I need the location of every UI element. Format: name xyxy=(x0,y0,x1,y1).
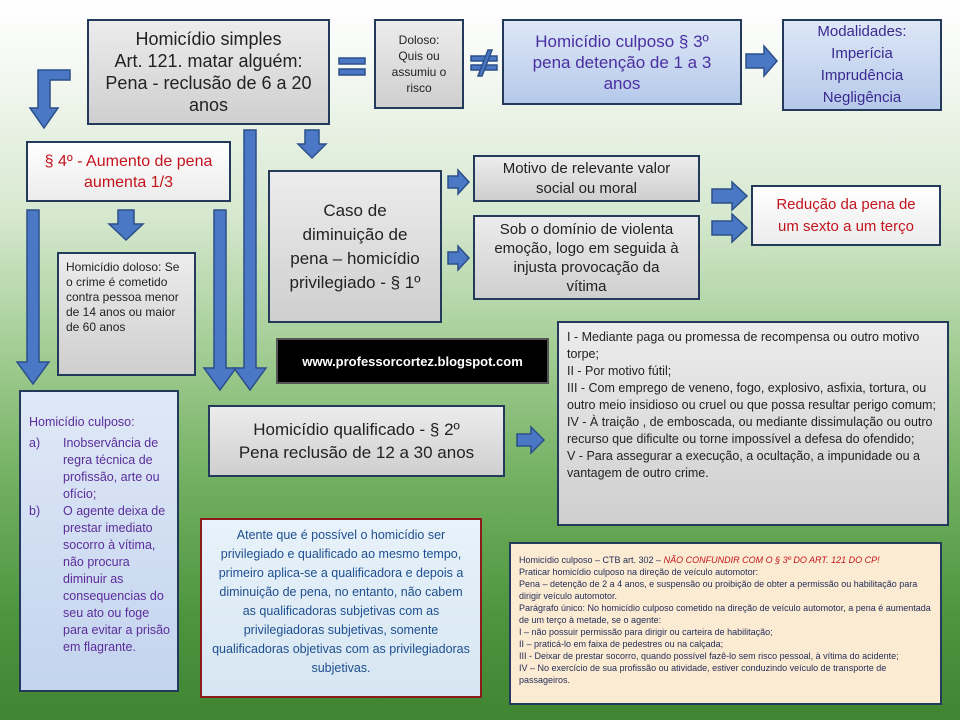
ctb-paragraph: I – não possuir permissão para dirigir ou carteira de habilitação; xyxy=(519,627,773,637)
text-line: Caso de xyxy=(323,200,387,220)
text-line: risco xyxy=(406,81,432,95)
text-line: Pena - reclusão de 6 a 20 xyxy=(105,73,312,93)
text-line: Homicídio qualificado - § 2º xyxy=(253,420,460,439)
text-line: anos xyxy=(603,73,641,93)
homicidio-qualificado-box xyxy=(208,405,505,477)
ctb-paragraph: III - Deixar de prestar socorro, quando possível fazê-lo sem risco pessoal, à vítima do acidente; xyxy=(519,651,899,661)
homicidio-doloso-text: Homicídio doloso: Se o crime é cometido contra pessoa menor de 14 anos ou maior de 60 anos xyxy=(66,260,180,334)
list-item: III - Com emprego de veneno, fogo, explosivo, asfixia, tortura, ou outro meio insidioso ou cruel ou que possa resultar perigo comum; xyxy=(567,381,936,412)
list-item xyxy=(29,503,171,656)
ctb-art-302-box xyxy=(509,542,942,705)
modalidades-box xyxy=(782,19,942,111)
text-line: privilegiado - § 1º xyxy=(289,272,421,292)
atente-text: Atente que é possível o homicídio ser privilegiado e qualificado ao mesmo tempo, primeiro aplica-se a qualificadora e depois a diminuição de pena, no entanto, não cabem as qualificadoras subjetivas com as privilegiadoras subjetivas, somente qualificadoras objetivas com as privilegiadoras subjetivas. xyxy=(212,528,470,675)
text-line: pena – homicídio xyxy=(290,248,420,268)
motivo-relevante-box xyxy=(473,155,700,202)
ctb-paragraph: II – praticá-lo em faixa de pedestres ou na calçada; xyxy=(519,639,724,649)
violenta-emocao-box xyxy=(473,215,700,300)
list-item: IV - À traição , de emboscada, ou mediante dissimulação ou outro recurso que dificulte ou torne impossível a defesa do ofendido; xyxy=(567,415,933,446)
ctb-paragraph: Pena – detenção de 2 a 4 anos, e suspensão ou proibição de obter a permissão ou habilitação para dirigir veículo automotor. xyxy=(519,579,918,601)
aumento-de-pena-box xyxy=(26,141,231,202)
blog-url-box xyxy=(276,338,549,384)
text-line: § 4º - Aumento de pena xyxy=(44,152,213,170)
homicidio-culposo-box xyxy=(19,390,179,692)
homicidio-simples-box xyxy=(87,19,330,125)
text-line: Redução da pena de xyxy=(776,195,916,213)
list-item-text: O agente deixa de prestar imediato socorro à vítima, não procura diminuir as consequencias do seu ato ou foge para evitar a prisão em flagrante. xyxy=(63,504,171,654)
text-line: Sob o domínio de violenta xyxy=(499,220,674,238)
not-equals-icon xyxy=(470,48,500,78)
long-arrow-down-icon xyxy=(232,130,268,392)
arrow-right-icon xyxy=(712,182,748,210)
equals-icon xyxy=(338,55,368,79)
text-line: Homicídio simples xyxy=(135,29,282,49)
list-item: I - Mediante paga ou promessa de recompensa ou outro motivo torpe; xyxy=(567,330,920,361)
doloso-box xyxy=(374,19,464,109)
text-line: Imprudência xyxy=(820,67,904,84)
qualificadoras-list-box xyxy=(557,321,949,526)
text-line: Modalidades: xyxy=(817,23,907,40)
elbow-arrow-icon xyxy=(28,68,72,130)
text-line: Doloso: xyxy=(398,33,440,47)
text-line: assumiu o xyxy=(391,65,447,79)
homicidio-doloso-box xyxy=(57,252,196,376)
ctb-paragraph: Parágrafo único: No homicídio culposo cometido na direção de veículo automotor, a pena é aumentada de um terço à metade, se o agente: xyxy=(519,603,931,625)
ctb-heading-text: Homicídio culposo – CTB art. 302 – xyxy=(519,555,662,565)
arrow-down-icon xyxy=(108,210,144,242)
arrow-right-icon xyxy=(517,427,545,453)
arrow-down-icon xyxy=(297,130,327,160)
text-line: Art. 121. matar alguém: xyxy=(114,51,303,71)
long-arrow-down-icon xyxy=(15,210,51,386)
text-line: injusta provocação da xyxy=(513,258,660,276)
text-line: anos xyxy=(188,95,229,115)
list-item-text: Inobservância de regra técnica de profissão, arte ou ofício; xyxy=(63,436,160,501)
list-item xyxy=(29,435,171,503)
text-line: Motivo de relevante valor xyxy=(502,159,671,177)
text-line: vítima xyxy=(566,277,607,295)
text-line: social ou moral xyxy=(536,179,637,197)
homicidio-culposo-3-box xyxy=(502,19,742,105)
arrow-right-icon xyxy=(448,170,470,194)
text-line: emoção, logo em seguida à xyxy=(494,239,679,257)
text-line: Quis ou xyxy=(398,49,440,63)
text-line: um sexto a um terço xyxy=(778,217,914,235)
text-line: Negligência xyxy=(822,89,902,106)
text-line: Imperícia xyxy=(831,45,893,62)
ctb-paragraph: Praticar homicídio culposo na direção de veículo automotor: xyxy=(519,567,759,577)
atente-note-box xyxy=(200,518,482,698)
text-line: Pena reclusão de 12 a 30 anos xyxy=(238,443,475,462)
caso-diminuicao-box xyxy=(268,170,442,323)
ctb-paragraph: IV – No exercício de sua profissão ou atividade, estiver conduzindo veículo de transporte de passageiros. xyxy=(519,663,887,685)
list-item: V - Para assegurar a execução, a ocultação, a impunidade ou a vantagem de outro crime. xyxy=(567,449,920,480)
arrow-right-icon xyxy=(448,246,470,270)
ctb-heading xyxy=(519,554,934,566)
text-line: aumenta 1/3 xyxy=(84,173,173,191)
list-item-key: a) xyxy=(29,436,41,450)
arrow-right-icon xyxy=(746,46,778,76)
blog-url: www.professorcortez.blogspot.com xyxy=(302,353,523,369)
homicidio-culposo-title: Homicídio culposo: xyxy=(29,415,135,429)
arrow-right-icon xyxy=(712,214,748,242)
list-item-key: b) xyxy=(29,504,41,518)
text-line: Homicídio culposo § 3º xyxy=(535,31,709,51)
text-line: pena detenção de 1 a 3 xyxy=(532,52,712,72)
reducao-pena-box xyxy=(751,185,941,246)
ctb-warning: NÃO CONFUNDIR COM O § 3º DO ART. 121 DO CP! xyxy=(663,555,880,565)
text-line: diminuição de xyxy=(302,224,408,244)
list-item: II - Por motivo fútil; xyxy=(567,364,672,378)
